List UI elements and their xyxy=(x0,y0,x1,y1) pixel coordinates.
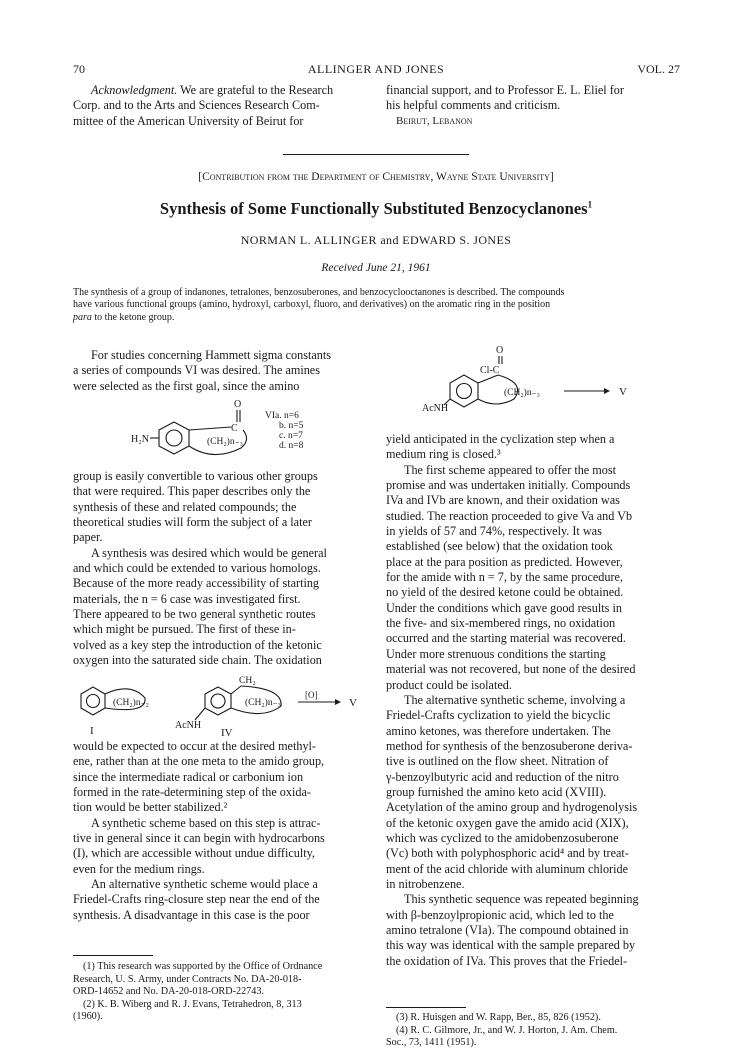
received-date: Received June 21, 1961 xyxy=(321,262,431,274)
oxygen-label-r: O xyxy=(496,345,504,356)
contribution-line: [Contribution from the Department of Chemistry, Wayne State University] xyxy=(198,171,554,183)
article-title: Synthesis of Some Functionally Substituted Benzocyclanones$^1$ xyxy=(159,199,593,218)
acid-chloride-label: Cl-C xyxy=(480,365,500,376)
carbonyl-carbon-label: C xyxy=(231,423,238,434)
structures-I-IV xyxy=(73,672,368,740)
ch2-label: (CH₂)n₋₃ xyxy=(207,437,243,447)
left-paragraph-1: For studies concerning Hammett sigma constants a series of compounds VI was desired. The amines were selected as the first goal, since the amino xyxy=(73,348,331,393)
oxidation-label: [O] xyxy=(305,690,318,700)
acknowledgment-left: Acknowledgment. We are grateful to the Research Corp. and to the Arts and Sciences Research Com- mittee of the American University of Beirut for xyxy=(73,83,334,128)
compound-label-VIb: b. n=5 xyxy=(279,421,304,431)
amine-label: H₂N xyxy=(131,434,149,445)
footnote-rule-right xyxy=(386,1007,466,1008)
abstract: The synthesis of a group of indanones, tetralones, benzosuberones, and benzocyclooctanones is described. The compounds have various functional groups (amino, hydroxyl, carboxyl, fluoro, and derivatives) on the aromatic ring in the position para to the ketone group. xyxy=(73,287,565,323)
left-paragraph-2: group is easily convertible to various other groups that were required. This paper describes only the synthesis of these and related compounds; the theoretical studies will form the subject of a later paper. A synthesis was desired which would be general and which could be extended to various homologs. Because of the more ready accessibility of starting materials, the n = 6 case was investigated first. There appeared to be two general synthetic routes which might be pursued. The first of these in- volved as a key step the introduction of the ketonic oxygen into the saturated side chain. The oxidation xyxy=(73,469,327,668)
volume-label: VOL. 27 xyxy=(637,62,680,76)
ch2-top-label: CH₂ xyxy=(239,676,256,686)
page-number: 70 xyxy=(73,62,85,76)
benzene-ring-I xyxy=(81,687,105,715)
product-label-V: V xyxy=(349,697,357,709)
structure-acid-chloride xyxy=(386,343,683,413)
ack-label: Acknowledgment. xyxy=(91,83,178,97)
place-line: Beirut, Lebanon xyxy=(396,114,473,127)
benzene-ring xyxy=(159,422,189,454)
compound-label-I: I xyxy=(90,725,94,737)
ch2-label-r: (CH₂)n₋₃ xyxy=(504,388,540,398)
compound-label-VIc: c. n=7 xyxy=(279,431,303,441)
divider xyxy=(283,154,469,155)
ch2-label-I: (CH₂)n₋₂ xyxy=(113,698,149,708)
product-label-V-r: V xyxy=(619,386,627,398)
acnh-label-r: AcNH xyxy=(422,403,449,413)
benzene-ring-IV xyxy=(205,687,231,715)
footnotes-right: (3) R. Huisgen and W. Rapp, Ber., 85, 826 (1952). (4) R. C. Gilmore, Jr., and W. J. Horton, J. Am. Chem. Soc., 73, 1411 (1951). xyxy=(386,1012,618,1049)
right-column-text: yield anticipated in the cyclization step when a medium ring is closed.³ The first scheme appeared to offer the most promise and was undertaken initially. Compounds IVa and IVb are known, and their oxidation was studied. The reaction proceeded to give Va and Vb in yields of 57 and 74%, respectively. It was established (see below) that the oxidation took place at the para position as predicted. However, for the amide with n = 7, by the same procedure, no yield of the desired ketone could be obtained. Under the conditions which gave good results in the five- and six-membered rings, no oxidation occurred and the starting material was recovered. Under more strenuous conditions the starting material was not recovered, but none of the desired product could be isolated. The alternative synthetic scheme, involving a Friedel-Crafts cyclization to yield the bicyclic amino ketones, was therefore undertaken. The method for synthesis of the benzosuberone deriva- tive is outlined on the flow sheet. Nitration of γ-benzoylbutyric acid and reduction of the nitro group furnished the amino keto acid (XVIII). Acetylation of the amino group and hydrogenolysis of the ketonic oxygen gave the amido acid (XIX), which was cyclized to the amidobenzosuberone (Vc) both with polyphosphoric acid⁴ and by treat- ment of the acid chloride with aluminum chloride in nitrobenzene. This synthetic sequence was repeated beginning with β-benzoylpropionic acid, which led to the amino tetralone (VIa). The compound obtained in this way was identical with the sample prepared by the oxidation of IVa. This proves that the Friedel- xyxy=(386,432,639,968)
compound-label-IV: IV xyxy=(221,727,233,739)
oxygen-label: O xyxy=(234,399,242,410)
acnh-label: AcNH xyxy=(175,720,202,731)
running-title: ALLINGER AND JONES xyxy=(307,62,445,76)
benzene-ring-r xyxy=(450,375,478,407)
structure-VI xyxy=(73,396,368,470)
footnote-rule-left xyxy=(73,955,153,956)
left-paragraph-4: would be expected to occur at the desired methyl- ene, rather than at the one meta to the amido group, since the intermediate radical or carbonium ion formed in the rate-determining step of the oxida- tion would be better stabilized.² A synthetic scheme based on this step is attrac- tive in general since it can begin with hydrocarbons (I), which are accessible without undue difficulty, even for the medium rings. An alternative synthetic scheme would place a Friedel-Crafts ring-closure step near the end of the synthesis. A disadvantage in this case is the poor xyxy=(73,739,325,922)
ch2-label-IV: (CH₂)n₋₃ xyxy=(245,698,281,708)
acknowledgment-right: financial support, and to Professor E. L. Eliel for his helpful comments and criticism. Beirut, Lebanon xyxy=(386,83,683,129)
compound-label-VId: d. n=8 xyxy=(279,441,304,451)
footnotes-left: (1) This research was supported by the Office of Ordnance Research, U. S. Army, under Contracts No. DA-20-018- ORD-14652 and No. DA-20-018-ORD-22743. (2) K. B. Wiberg and R. J. Evans, Tetrahedron, 8, 313 (1960). xyxy=(73,961,323,1023)
compound-label-VIa: VIa. n=6 xyxy=(265,411,299,421)
authors: NORMAN L. ALLINGER and EDWARD S. JONES xyxy=(240,233,512,247)
